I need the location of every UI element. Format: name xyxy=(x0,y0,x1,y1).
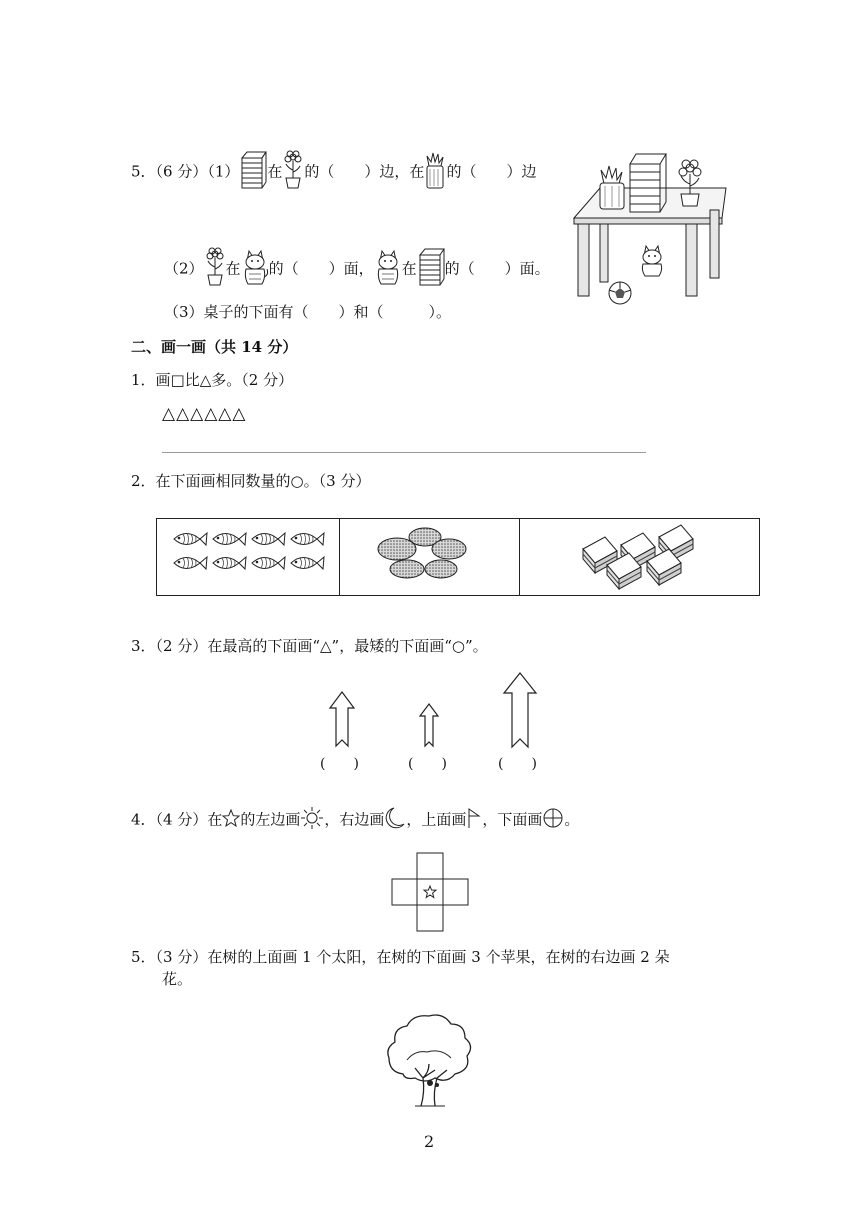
books-stack-icon xyxy=(417,247,445,292)
question-5-line2: 花。 xyxy=(162,970,193,988)
answer-paren-3[interactable]: ( ) xyxy=(498,756,537,772)
cat-toy-icon xyxy=(642,246,661,276)
pen-holder-icon xyxy=(424,150,446,195)
arrow-tall xyxy=(502,671,538,753)
page-number: 2 xyxy=(424,1132,435,1151)
table-divider xyxy=(519,519,520,595)
flower-pot-icon xyxy=(204,247,226,292)
flower-pot-icon xyxy=(282,150,304,195)
q5-line1: 5．（6 分）（1） 在 的（ ）边，在 的（ ）边 xyxy=(131,150,536,195)
question-3-text: 3．（2 分）在最高的下面画“△”，最矮的下面画“○”。 xyxy=(131,637,488,655)
grid-cell-bottom[interactable] xyxy=(417,905,443,931)
question-5-line1: 5．（3 分）在树的上面画 1 个太阳，在树的下面画 3 个苹果，在树的右边画 2 朵 xyxy=(131,948,670,966)
tree-icon xyxy=(383,1012,477,1108)
potato-icon xyxy=(432,539,466,559)
ball-icon xyxy=(609,282,631,304)
answer-line[interactable] xyxy=(162,452,646,453)
cat-toy-icon xyxy=(374,247,402,292)
question-4-text: 4．（4 分）在 的左边画 ，右边画 ，上面画 ，下面画 。 xyxy=(131,806,579,835)
fish-icon xyxy=(174,533,207,545)
arrow-up-icon xyxy=(418,702,440,748)
cross-grid xyxy=(391,852,469,936)
fish-icon xyxy=(174,557,207,569)
circle-cross-icon xyxy=(542,807,564,834)
tree-illustration xyxy=(383,1012,477,1112)
flower-pot-icon xyxy=(679,160,701,206)
question-2-text: 2．在下面画相同数量的○。（3 分） xyxy=(131,472,371,490)
grid-cell-left[interactable] xyxy=(392,879,417,905)
potato-cell[interactable] xyxy=(369,525,479,589)
fish-icon xyxy=(291,533,324,545)
fish-icon xyxy=(213,533,246,545)
fish-group xyxy=(171,529,331,585)
cake-group xyxy=(577,523,707,591)
potato-group xyxy=(369,525,479,585)
fish-cell[interactable] xyxy=(171,529,331,589)
arrow-short xyxy=(418,702,440,752)
answer-paren-2[interactable]: ( ) xyxy=(408,756,447,772)
table-scene xyxy=(570,150,730,312)
table-divider xyxy=(339,519,340,595)
star-icon xyxy=(222,809,240,832)
potato-icon xyxy=(378,538,416,560)
table-icon xyxy=(570,150,730,308)
moon-icon xyxy=(384,806,406,835)
cat-toy-icon xyxy=(241,247,269,292)
answer-paren-1[interactable]: ( ) xyxy=(320,756,359,772)
question-1-text: 1．画□比△多。（2 分） xyxy=(131,371,294,389)
flag-icon xyxy=(466,807,482,834)
arrow-up-icon xyxy=(328,690,356,748)
fish-icon xyxy=(252,533,285,545)
grid-cell-right[interactable] xyxy=(443,879,468,905)
pen-holder-icon xyxy=(600,166,624,209)
fish-icon xyxy=(252,557,285,569)
section-title: 二、画一画（共 14 分） xyxy=(131,338,298,356)
fish-icon xyxy=(213,557,246,569)
books-stack-icon xyxy=(239,150,267,195)
arrow-up-icon xyxy=(502,671,538,749)
q5-line2: （2） 在 的（ ）面， 在 的（ ）面。 xyxy=(164,247,550,292)
potato-icon xyxy=(425,560,457,578)
grid-cell-top[interactable] xyxy=(417,853,443,879)
potato-icon xyxy=(390,560,424,578)
cake-cell[interactable] xyxy=(577,523,707,595)
triangle-row: △△△△△△ xyxy=(162,404,247,424)
counting-table xyxy=(156,518,760,596)
sun-icon xyxy=(300,806,324,835)
q5-line3: （3）桌子的下面有（ ）和（ ）。 xyxy=(164,303,452,321)
arrow-medium xyxy=(328,690,356,752)
fish-icon xyxy=(291,557,324,569)
